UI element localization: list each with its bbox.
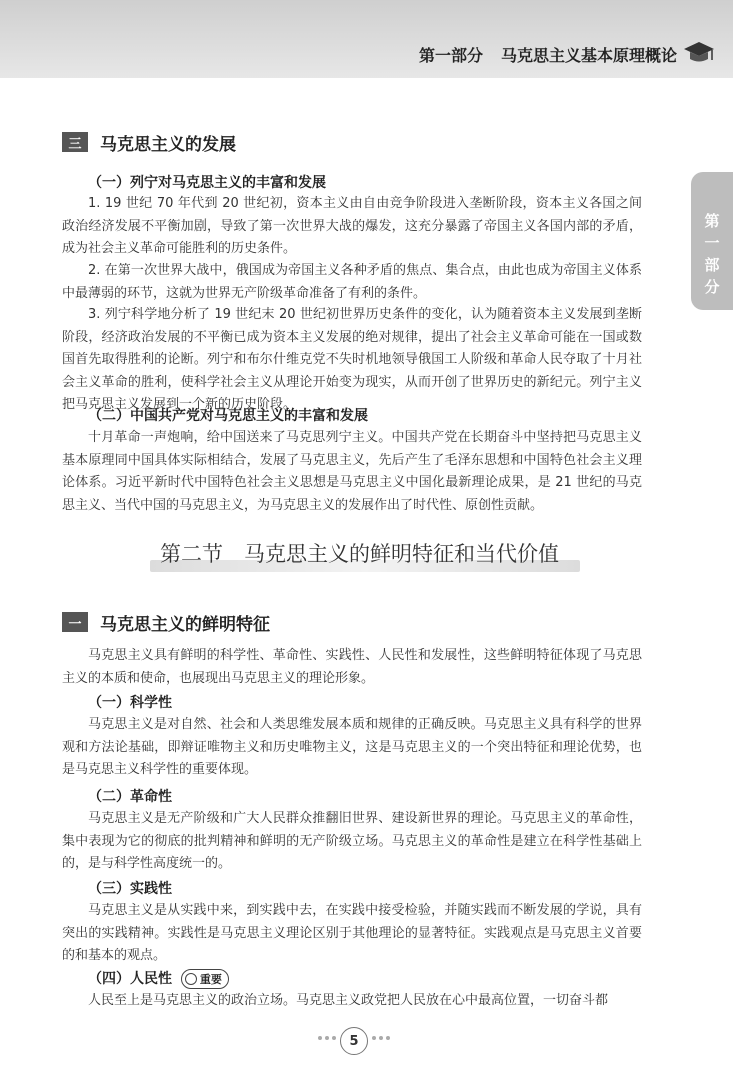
subheading: （二）革命性 [88, 789, 172, 805]
paragraph: 马克思主义是对自然、社会和人类思维发展本质和规律的正确反映。马克思主义具有科学的世界观和方法论基础，即辩证唯物主义和历史唯物主义，这是马克思主义的一个突出特征和理论优势，也是马克思主义科学性的重要体现。 [62, 717, 642, 777]
graduation-cap-icon [683, 40, 715, 66]
decorative-dots-right [372, 1036, 390, 1040]
section-title: 马克思主义的发展 [100, 134, 236, 155]
section-number-box: 三 [62, 132, 88, 152]
circle-icon [185, 973, 197, 985]
subheading-with-badge [88, 968, 229, 989]
section-heading [62, 129, 236, 155]
chapter-heading [150, 538, 580, 574]
paragraph: 马克思主义是从实践中来，到实践中去，在实践中接受检验，并随实践而不断发展的学说，具有突出的实践精神。实践性是马克思主义理论区别于其他理论的显著特征。实践观点是马克思主义首要的和基本的观点。 [62, 903, 642, 963]
page-number: 5 [340, 1027, 368, 1055]
section-title: 马克思主义的鲜明特征 [100, 614, 270, 635]
paragraph: 马克思主义具有鲜明的科学性、革命性、实践性、人民性和发展性，这些鲜明特征体现了马克思主义的本质和使命，也展现出马克思主义的理论形象。 [62, 648, 642, 686]
important-badge [181, 969, 229, 989]
subheading: （四）人民性 [88, 971, 172, 987]
subheading: （一）科学性 [88, 695, 172, 711]
paragraph: 1. 19 世纪 70 年代到 20 世纪初，资本主义由自由竞争阶段进入垄断阶段，资本主义各国之间政治经济发展不平衡加剧，导致了第一次世界大战的爆发，这充分暴露了帝国主义各国内部的矛盾，成为社会主义革命可能胜利的历史条件。 [62, 196, 642, 256]
header-part: 第一部分 [418, 46, 483, 65]
badge-label: 重要 [199, 973, 222, 986]
side-tab-char: 第 [704, 212, 720, 230]
subheading: （一）列宁对马克思主义的丰富和发展 [88, 175, 326, 191]
decorative-dots-left [318, 1036, 336, 1040]
paragraph: 人民至上是马克思主义的政治立场。马克思主义政党把人民放在心中最高位置，一切奋斗都 [88, 993, 609, 1008]
subheading: （三）实践性 [88, 881, 172, 897]
side-tab-char: 分 [704, 278, 720, 296]
paragraph: 马克思主义是无产阶级和广大人民群众推翻旧世界、建设新世界的理论。马克思主义的革命性，集中表现为它的彻底的批判精神和鲜明的无产阶级立场。马克思主义的革命性是建立在科学性基础上的，是与科学性高度统一的。 [62, 811, 642, 871]
side-tab-char: 一 [704, 234, 720, 252]
paragraph: 3. 列宁科学地分析了 19 世纪末 20 世纪初世界历史条件的变化，认为随着资本主义发展到垄断阶段，经济政治发展的不平衡已成为资本主义发展的绝对规律，提出了社会主义革命可能在一国或数国首先取得胜利的论断。列宁和布尔什维克党不失时机地领导俄国工人阶级和革命人民夺取了十月社会主义革命的胜利，使科学社会主义从理论开始变为现实，从而开创了世界历史的新纪元。列宁主义把马克思主义发展到一个新的历史阶段。 [62, 307, 642, 412]
paragraph: 2. 在第一次世界大战中，俄国成为帝国主义各种矛盾的焦点、集合点，由此也成为帝国主义体系中最薄弱的环节，这就为世界无产阶级革命准备了有利的条件。 [62, 263, 642, 301]
paragraph: 十月革命一声炮响，给中国送来了马克思列宁主义。中国共产党在长期奋斗中坚持把马克思主义基本原理同中国具体实际相结合，发展了马克思主义，先后产生了毛泽东思想和中国特色社会主义理论体系。习近平新时代中国特色社会主义思想是马克思主义中国化最新理论成果，是 21 世纪的马克思主义、当代中国的马克思主义，为马克思主义的发展作出了时代性、原创性贡献。 [62, 430, 642, 513]
header-band [0, 0, 733, 78]
side-tab-part-one [691, 172, 733, 310]
chapter-title: 第二节 马克思主义的鲜明特征和当代价值 [160, 542, 559, 566]
subheading: （二）中国共产党对马克思主义的丰富和发展 [88, 408, 368, 424]
section-heading [62, 609, 270, 635]
section-number-box: 一 [62, 612, 88, 632]
header-title: 马克思主义基本原理概论 [500, 46, 677, 65]
side-tab-char: 部 [704, 256, 720, 274]
running-header [419, 43, 677, 66]
